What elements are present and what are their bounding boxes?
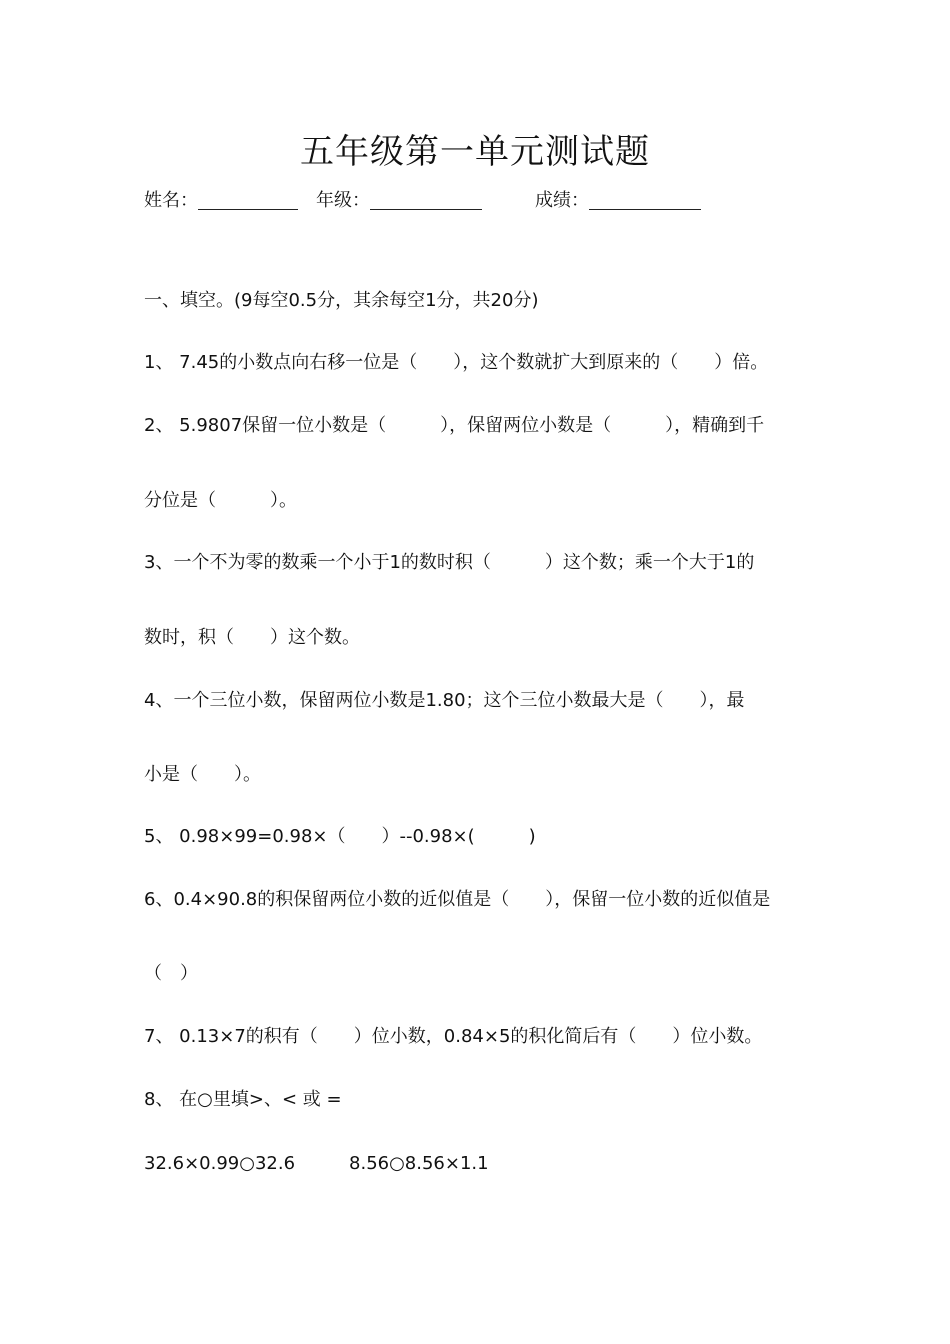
question-8: 8、 在○里填>、< 或 = [144, 1089, 342, 1110]
question-8-comparisons: 32.6×0.99○32.6 8.56○8.56×1.1 [144, 1153, 489, 1174]
grade-blank[interactable] [370, 189, 482, 210]
student-info-row [144, 186, 824, 216]
question-2-line-1: 2、 5.9807保留一位小数是（ ），保留两位小数是（ ），精确到千 [144, 415, 765, 436]
question-3-line-1: 3、一个不为零的数乘一个小于1的数时积（ ）这个数；乘一个大于1的 [144, 552, 755, 573]
name-label: 姓名： [144, 190, 198, 211]
section-heading: 一、填空。(9每空0.5分，其余每空1分，共20分) [144, 290, 539, 311]
question-4-line-1: 4、一个三位小数，保留两位小数是1.80；这个三位小数最大是（ ），最 [144, 690, 745, 711]
question-1: 1、 7.45的小数点向右移一位是（ ），这个数就扩大到原来的（ ）倍。 [144, 352, 769, 373]
name-field-group [144, 186, 298, 212]
grade-field-group [316, 186, 482, 212]
question-3-line-2: 数时，积（ ）这个数。 [144, 627, 360, 648]
question-5: 5、 0.98×99=0.98×（ ）--0.98×( ) [144, 826, 536, 847]
question-7: 7、 0.13×7的积有（ ）位小数，0.84×5的积化简后有（ ）位小数。 [144, 1026, 763, 1047]
question-6-line-1: 6、0.4×90.8的积保留两位小数的近似值是（ ），保留一位小数的近似值是 [144, 889, 771, 910]
question-2-line-2: 分位是（ ）。 [144, 490, 297, 511]
question-6-line-2: （ ） [144, 963, 198, 984]
score-blank[interactable] [589, 189, 701, 210]
score-label: 成绩： [535, 190, 589, 211]
question-4-line-2: 小是（ ）。 [144, 764, 261, 785]
grade-label: 年级： [316, 190, 370, 211]
name-blank[interactable] [198, 189, 298, 210]
score-field-group [535, 186, 701, 212]
page-title: 五年级第一单元测试题 [300, 132, 650, 172]
